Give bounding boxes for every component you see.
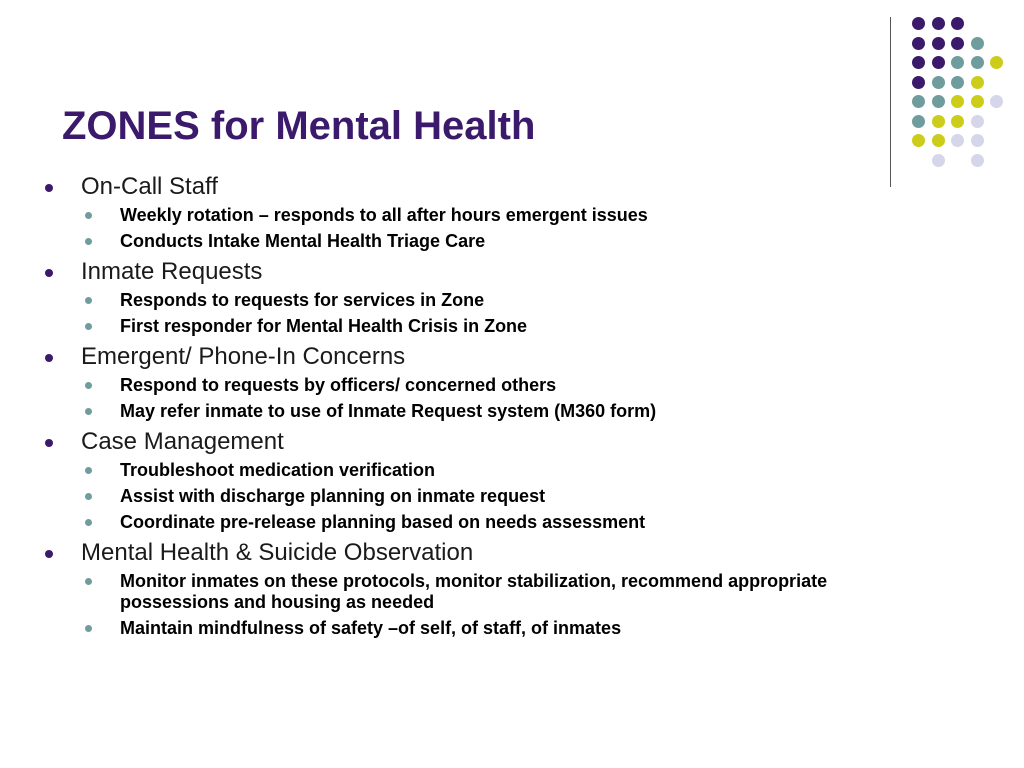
sub-bullet-dot-icon [85,467,92,474]
sub-bullet-text: Respond to requests by officers/ concerned others [120,375,557,395]
sub-bullet-item [81,375,864,396]
decorative-dot-icon [990,56,1003,69]
decorative-dot-icon [932,115,945,128]
decorative-dot-icon [932,17,945,30]
sub-bullet-text: Responds to requests for services in Zone [120,290,485,310]
bullet-item [44,538,864,639]
bullet-dot-icon [45,269,53,277]
decorative-dot-icon [932,37,945,50]
decorative-dot-icon [951,37,964,50]
sub-bullet-dot-icon [85,493,92,500]
decorative-dot-icon [971,37,984,50]
decorative-dot-icon [932,56,945,69]
decorative-dot-icon [951,56,964,69]
bullet-dot-icon [45,354,53,362]
vertical-divider [890,17,891,187]
bullet-item [44,172,864,252]
sub-bullet-item [81,316,864,337]
sub-bullet-dot-icon [85,625,92,632]
decorative-dot-icon [951,115,964,128]
sub-bullet-list [81,290,864,337]
sub-bullet-text: Monitor inmates on these protocols, monitor stabilization, recommend appropriate possessions and housing as needed [120,571,828,612]
bullet-heading: On-Call Staff [81,173,218,200]
sub-bullet-item [81,231,864,252]
decorative-dot-icon [912,56,925,69]
decorative-dot-icon [971,56,984,69]
decorative-dot-icon [971,76,984,89]
decorative-dot-icon [990,95,1003,108]
sub-bullet-dot-icon [85,578,92,585]
bullet-dot-icon [45,439,53,447]
sub-bullet-list [81,571,864,639]
sub-bullet-list [81,205,864,252]
decorative-dot-icon [912,37,925,50]
sub-bullet-item [81,290,864,311]
sub-bullet-item [81,460,864,481]
sub-bullet-text: Troubleshoot medication verification [120,460,436,480]
slide-title: ZONES for Mental Health [62,104,536,148]
bullet-heading: Emergent/ Phone-In Concerns [81,343,406,370]
sub-bullet-text: Coordinate pre-release planning based on needs assessment [120,512,646,532]
decorative-dot-icon [951,95,964,108]
sub-bullet-dot-icon [85,382,92,389]
sub-bullet-item [81,618,864,639]
decorative-dot-icon [971,95,984,108]
decorative-dot-icon [912,134,925,147]
decorative-dot-icon [912,76,925,89]
decorative-dot-icon [912,115,925,128]
decorative-dot-icon [951,17,964,30]
decorative-dot-icon [951,76,964,89]
sub-bullet-dot-icon [85,323,92,330]
bullet-list [44,172,864,644]
decorative-dot-icon [932,134,945,147]
sub-bullet-dot-icon [85,238,92,245]
sub-bullet-text: Assist with discharge planning on inmate request [120,486,546,506]
sub-bullet-list [81,460,864,533]
sub-bullet-item [81,571,864,613]
sub-bullet-item [81,401,864,422]
bullet-dot-icon [45,184,53,192]
sub-bullet-text: Weekly rotation – responds to all after hours emergent issues [120,205,648,225]
sub-bullet-text: Conducts Intake Mental Health Triage Care [120,231,486,251]
decorative-dot-icon [951,134,964,147]
sub-bullet-text: May refer inmate to use of Inmate Request system (M360 form) [120,401,657,421]
decorative-dot-icon [932,95,945,108]
bullet-heading: Case Management [81,428,284,455]
sub-bullet-item [81,486,864,507]
decorative-dot-icon [971,134,984,147]
decorative-dot-icon [912,95,925,108]
decorative-dot-icon [932,154,945,167]
bullet-heading: Inmate Requests [81,258,263,285]
decorative-dot-icon [912,17,925,30]
decorative-dot-icon [971,115,984,128]
sub-bullet-item [81,512,864,533]
sub-bullet-dot-icon [85,212,92,219]
decorative-dot-icon [971,154,984,167]
bullet-dot-icon [45,550,53,558]
bullet-item [44,342,864,422]
bullet-item [44,427,864,533]
bullet-heading: Mental Health & Suicide Observation [81,539,474,566]
sub-bullet-item [81,205,864,226]
sub-bullet-dot-icon [85,297,92,304]
sub-bullet-text: Maintain mindfulness of safety –of self, of staff, of inmates [120,618,622,638]
sub-bullet-text: First responder for Mental Health Crisis in Zone [120,316,528,336]
decorative-dot-icon [932,76,945,89]
sub-bullet-dot-icon [85,519,92,526]
bullet-item [44,257,864,337]
sub-bullet-list [81,375,864,422]
sub-bullet-dot-icon [85,408,92,415]
